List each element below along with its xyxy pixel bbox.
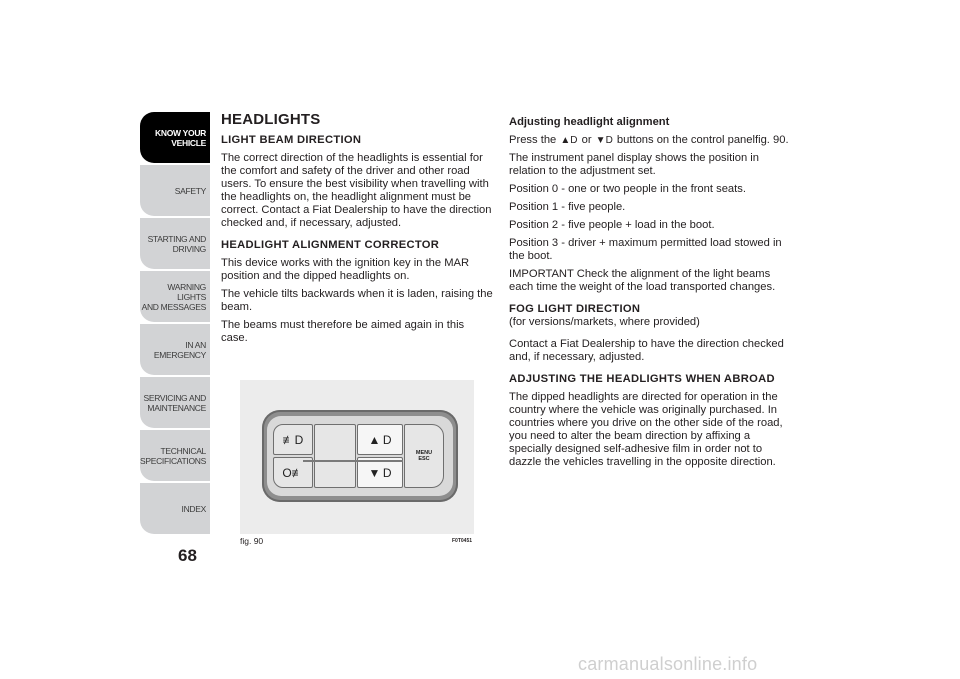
paragraph-corrector-1: This device works with the ignition key in the MAR position and the dipped headlights on.	[221, 257, 470, 282]
esc-label: ESC	[418, 456, 430, 462]
panel-divider	[303, 460, 403, 462]
tab-warning-lights[interactable]: WARNING LIGHTS AND MESSAGES	[140, 271, 210, 322]
headlight-up-icon: ▲D	[560, 135, 578, 146]
paragraph-display: The instrument panel display shows the position in relation to the adjustment set.	[509, 152, 759, 177]
paragraph-corrector-3: The beams must therefore be aimed again in this case.	[221, 319, 465, 344]
heading-light-beam-direction: LIGHT BEAM DIRECTION	[221, 134, 362, 146]
paragraph-fog: Contact a Fiat Dealership to have the direction checked and, if necessary, adjusted.	[509, 338, 784, 363]
menu-label: MENU	[415, 450, 433, 456]
rear-fog-icon: O≢	[282, 465, 304, 480]
figure-caption: fig. 90	[240, 536, 264, 546]
tab-technical-specifications[interactable]: TECHNICAL SPECIFICATIONS	[140, 430, 210, 481]
paragraph-position-3: Position 3 - driver + maximum permitted load stowed in the boot.	[509, 237, 782, 262]
paragraph-corrector-2: The vehicle tilts backwards when it is laden, raising the beam.	[221, 288, 493, 313]
tab-index[interactable]: INDEX	[140, 483, 210, 534]
paragraph-position-0: Position 0 - one or two people in the front seats.	[509, 183, 746, 195]
panel-face	[267, 416, 453, 496]
left-column	[221, 113, 493, 350]
tab-servicing[interactable]: SERVICING AND MAINTENANCE	[140, 377, 210, 428]
tab-know-your-vehicle[interactable]: KNOW YOUR VEHICLE	[140, 112, 210, 163]
figure-code: F0T0451	[452, 538, 473, 544]
page-number: 68	[178, 546, 197, 565]
headlight-down-icon: ▼	[368, 465, 381, 480]
menu-esc-button	[404, 424, 444, 488]
paragraph-fog-note: (for versions/markets, where provided)	[509, 316, 700, 328]
front-fog-light-button	[273, 424, 313, 455]
tab-safety[interactable]: SAFETY	[140, 165, 210, 216]
tab-in-an-emergency[interactable]: IN AN EMERGENCY	[140, 324, 210, 375]
headlight-up-icon: ▲	[368, 432, 381, 447]
heading-alignment-corrector: HEADLIGHT ALIGNMENT CORRECTOR	[221, 239, 440, 251]
paragraph-important: IMPORTANT Check the alignment of the light beams each time the weight of the load transported changes.	[509, 268, 776, 293]
press-text-b: buttons on the control panelfig. 90.	[616, 134, 789, 146]
press-text-a: Press the	[509, 134, 557, 146]
paragraph-position-1: Position 1 - five people.	[509, 201, 626, 213]
watermark: carmanualsonline.info	[578, 654, 758, 674]
heading-adjusting-abroad: ADJUSTING THE HEADLIGHTS WHEN ABROAD	[509, 373, 775, 385]
paragraph-press-buttons	[509, 134, 789, 147]
headlight-up-button	[357, 424, 403, 455]
front-fog-icon: ≢D	[282, 432, 304, 447]
heading-fog-light-direction: FOG LIGHT DIRECTION	[509, 303, 641, 315]
headlight-beam-icon: D	[382, 465, 392, 480]
heading-adjusting-alignment: Adjusting headlight alignment	[509, 116, 670, 128]
press-text-or: or	[581, 134, 592, 146]
right-column	[509, 116, 789, 474]
figure-control-panel	[240, 380, 474, 534]
paragraph-abroad: The dipped headlights are directed for operation in the country where the vehicle was originally purchased. In countries where you drive on the other side of the road, you need to alter the beam direction by affixing a specially designed self-adhesive film in order not to dazzle the vehicles travelling in the opposite direction.	[509, 391, 783, 468]
panel-bezel	[262, 410, 458, 502]
headlight-down-icon: ▼D	[595, 135, 613, 146]
blank-button	[314, 424, 356, 488]
headlight-beam-icon: D	[382, 432, 392, 447]
paragraph-light-beam: The correct direction of the headlights is essential for the comfort and safety of the driver and other road users. To ensure the best visibility when travelling with the headlights on, the headlight alignment must be correct. Contact a Fiat Dealership to have the direction checked and, if necessary, adjusted.	[221, 152, 492, 229]
page-title: HEADLIGHTS	[221, 111, 321, 128]
section-sidebar	[140, 112, 210, 536]
paragraph-position-2: Position 2 - five people + load in the boot.	[509, 219, 715, 231]
tab-starting-and-driving[interactable]: STARTING AND DRIVING	[140, 218, 210, 269]
